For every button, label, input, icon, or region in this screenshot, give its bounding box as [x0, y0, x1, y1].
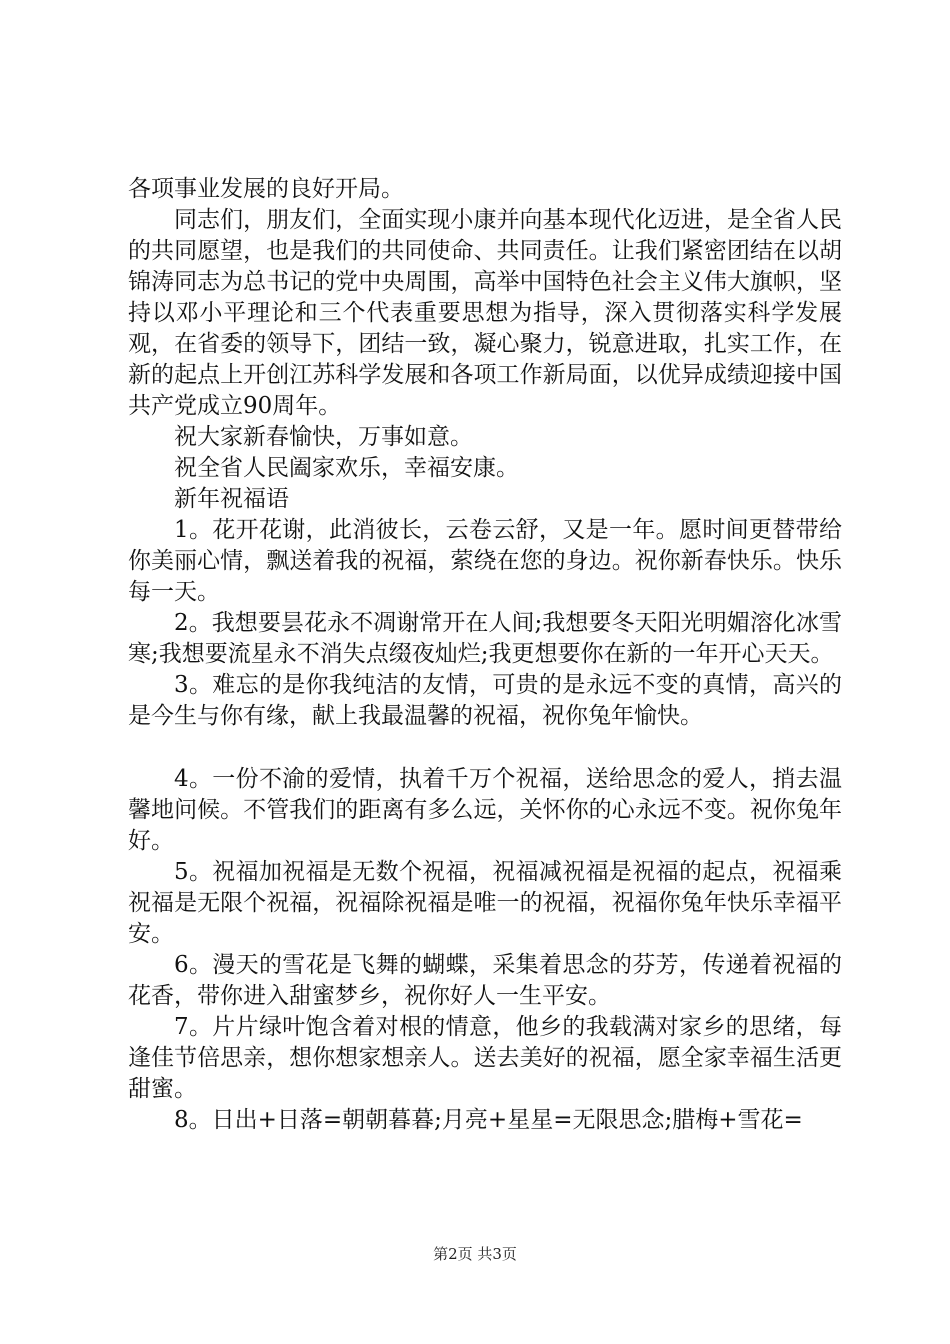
paragraph-greeting-2: 祝全省人民阖家欢乐，幸福安康。 [174, 455, 519, 481]
paragraph-greeting-1: 祝大家新春愉快，万事如意。 [174, 424, 473, 450]
document-body [128, 174, 842, 1136]
blessing-item-6: 6。漫天的雪花是飞舞的蝴蝶，采集着思念的芬芳，传递着祝福的花香，带你进入甜蜜梦乡，祝你好人一生平安。 [128, 952, 842, 1009]
blessing-item-4: 4。一份不渝的爱情，执着千万个祝福，送给思念的爱人，捎去温馨地问候。不管我们的距离有多么远，关怀你的心永远不变。祝你兔年好。 [128, 766, 842, 854]
blessing-item-1: 1。花开花谢，此消彼长，云卷云舒，又是一年。愿时间更替带给你美丽心情，飘送着我的祝福，萦绕在您的身边。祝你新春快乐。快乐每一天。 [128, 517, 842, 605]
blessing-item-5: 5。祝福加祝福是无数个祝福，祝福减祝福是祝福的起点，祝福乘祝福是无限个祝福，祝福除祝福是唯一的祝福，祝福你兔年快乐幸福平安。 [128, 859, 842, 947]
blessing-item-7: 7。片片绿叶饱含着对根的情意，他乡的我载满对家乡的思绪，每逢佳节倍思亲，想你想家想亲人。送去美好的祝福，愿全家幸福生活更甜蜜。 [128, 1014, 842, 1102]
blessing-item-3: 3。难忘的是你我纯洁的友情，可贵的是永远不变的真情，高兴的是今生与你有缘，献上我最温馨的祝福，祝你兔年愉快。 [128, 672, 842, 729]
paragraph-speech-closing: 同志们，朋友们，全面实现小康并向基本现代化迈进，是全省人民的共同愿望，也是我们的共同使命、共同责任。让我们紧密团结在以胡锦涛同志为总书记的党中央周围，高举中国特色社会主义伟大旗帜，坚持以邓小平理论和三个代表重要思想为指导，深入贯彻落实科学发展观，在省委的领导下，团结一致，凝心聚力，锐意进取，扎实工作，在新的起点上开创江苏科学发展和各项工作新局面，以优异成绩迎接中国共产党成立90周年。 [128, 207, 842, 419]
section-heading: 新年祝福语 [174, 486, 289, 512]
paragraph-continuation: 各项事业发展的良好开局。 [128, 176, 404, 202]
page-footer: 第2页 共3页 [433, 1245, 517, 1263]
blessing-item-8: 8。日出+日落=朝朝暮暮;月亮+星星=无限思念;腊梅+雪花= [174, 1107, 803, 1133]
blessing-item-2: 2。我想要昙花永不凋谢常开在人间;我想要冬天阳光明媚溶化冰雪寒;我想要流星永不消失点缀夜灿烂;我更想要你在新的一年开心天天。 [128, 610, 842, 667]
